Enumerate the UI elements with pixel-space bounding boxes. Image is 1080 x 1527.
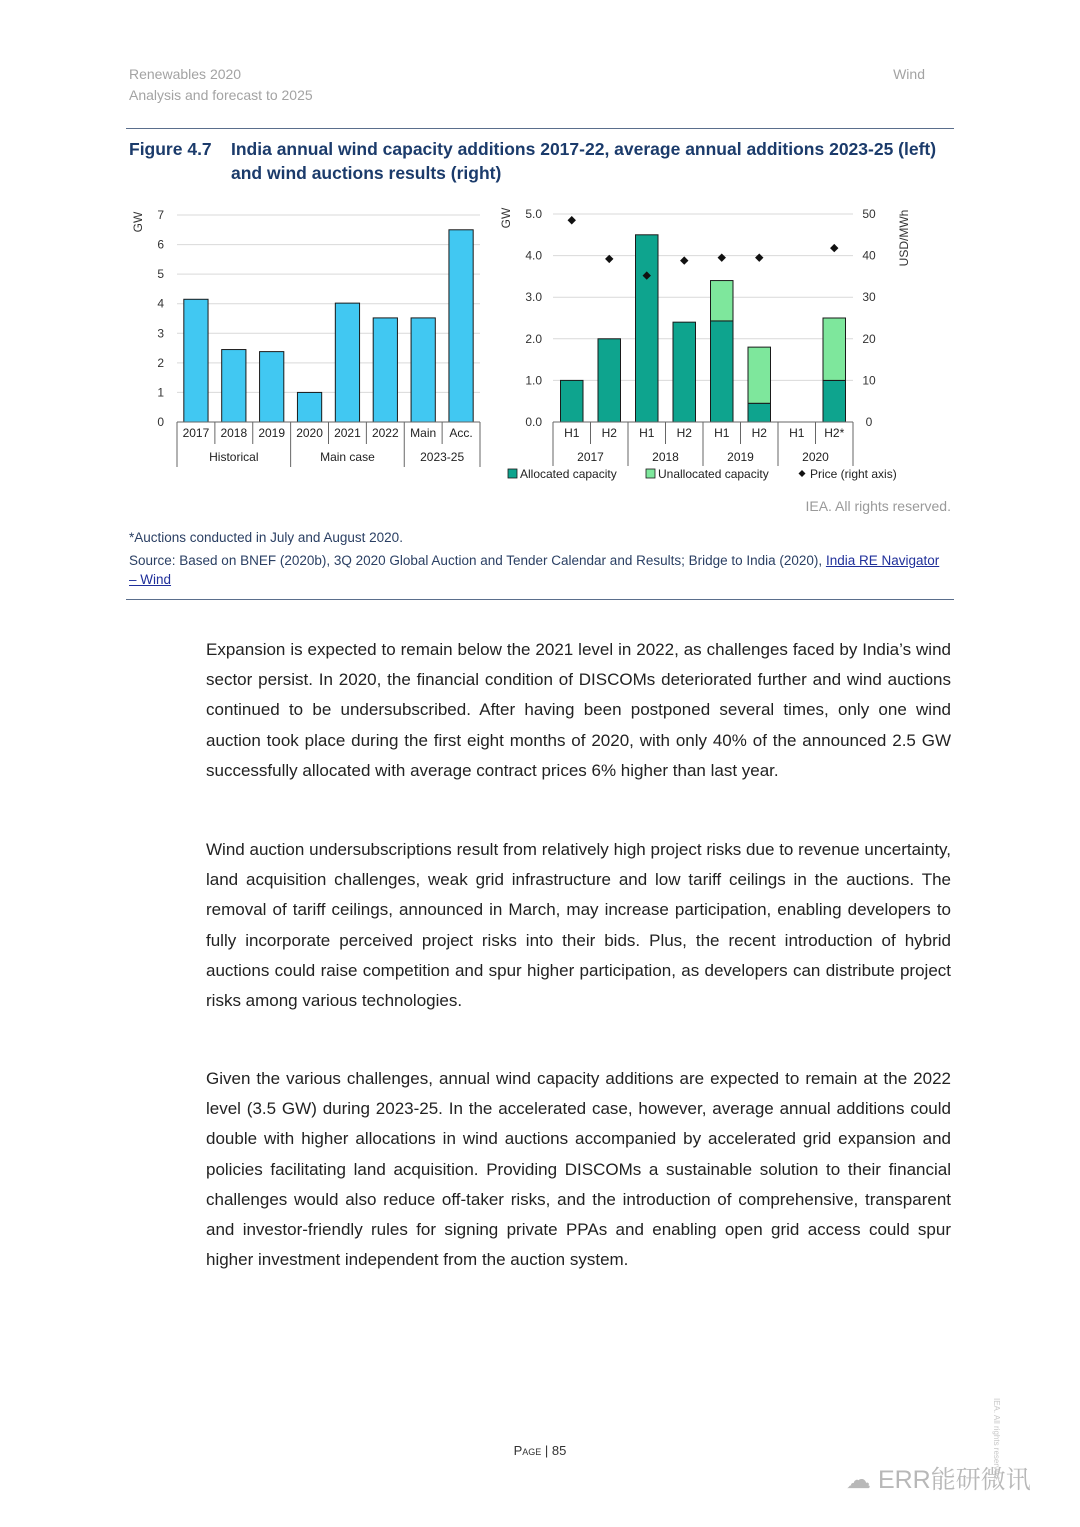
bar: [335, 303, 359, 422]
x-tick-label: H1: [789, 426, 805, 440]
y2-tick-label: 40: [862, 248, 876, 263]
watermark: [846, 1460, 1031, 1496]
y-tick-label: 1: [157, 385, 164, 400]
y-tick-label: 3: [157, 326, 164, 341]
x-tick-label: H2: [751, 426, 767, 440]
group-label: Main case: [320, 450, 375, 464]
y-axis-label: GW: [499, 207, 513, 229]
figure-source: [129, 551, 949, 589]
x-tick-label: H1: [639, 426, 655, 440]
allocated-bar: [561, 380, 584, 422]
price-marker: [830, 244, 838, 252]
y2-tick-label: 10: [862, 373, 876, 388]
y2-tick-label: 50: [862, 207, 876, 221]
wechat-icon: ☁: [846, 1466, 871, 1494]
bar: [411, 318, 435, 422]
price-marker: [718, 253, 726, 261]
running-header: [129, 64, 313, 106]
x-tick-label: H2: [676, 426, 692, 440]
left-bar-chart: [120, 198, 495, 473]
allocated-bar: [598, 339, 621, 422]
legend-swatch-price: [799, 470, 806, 477]
bar: [260, 352, 284, 422]
right-stacked-chart: [490, 198, 930, 493]
y-tick-label: 0: [157, 415, 164, 429]
y-tick-label: 2.0: [525, 331, 542, 346]
doc-subtitle: Analysis and forecast to 2025: [129, 87, 313, 103]
y-tick-label: 7: [157, 208, 164, 222]
bar: [184, 299, 208, 422]
y2-tick-label: 0: [865, 415, 873, 429]
body-paragraph-3: Given the various challenges, annual wind capacity additions are expected to remain at the 2022 level (3.5 GW) during 2023-25. In the accelerated case, however, average annual additions could double with higher allocations in wind auctions accompanied by accelerated grid expansion and policies facilitating land acquisition. Providing DISCOMs a sustainable solution to their financial challenges would also reduce off-taker risks, and the introduction of comprehensive, transparent and investor-friendly rules for signing private PPAs and enabling open grid access could spur higher investment independent from the auction system.: [206, 1069, 951, 1270]
figure-note: *Auctions conducted in July and August 2020.: [129, 530, 403, 545]
bar: [297, 392, 321, 422]
page-separator: |: [544, 1443, 552, 1458]
x-tick-label: 2017: [182, 426, 210, 440]
y-tick-label: 6: [157, 237, 164, 252]
allocated-bar: [748, 403, 771, 422]
x-tick-label: Acc.: [449, 426, 473, 440]
x-tick-label: 2018: [220, 426, 248, 440]
group-label: 2017: [577, 450, 604, 464]
watermark-text: ERR能研微讯: [877, 1466, 1031, 1494]
legend-label-unallocated: Unallocated capacity: [658, 467, 769, 481]
x-tick-label: H1: [564, 426, 580, 440]
body-paragraph-2: Wind auction undersubscriptions result from relatively high project risks due to revenue uncertainty, land acquisition challenges, weak grid infrastructure and low tariff ceilings in the auctions. The removal of tariff ceilings, announced in March, may increase participation, enabling developers to fully incorporate perceived project risks into their bids. Plus, the recent introduction of hybrid auctions could raise competition and spur higher participation, as developers can distribute project risks among various technologies.: [206, 840, 951, 1011]
x-tick-label: Main: [410, 426, 437, 440]
y2-tick-label: 30: [862, 290, 876, 305]
legend-label-price: Price (right axis): [810, 467, 897, 481]
legend-swatch-allocated: [508, 469, 517, 478]
y2-axis-label: USD/MWh: [897, 209, 911, 267]
x-tick-label: 2021: [334, 426, 361, 440]
unallocated-bar: [748, 347, 771, 403]
group-label: 2020: [802, 450, 829, 464]
page-number: 85: [551, 1443, 567, 1458]
price-marker: [680, 256, 688, 264]
bar: [373, 318, 397, 422]
unallocated-bar: [823, 318, 846, 380]
doc-title: Renewables 2020: [129, 66, 242, 82]
legend-swatch-unallocated: [646, 469, 655, 478]
x-tick-label: H2: [601, 426, 617, 440]
legend-label-allocated: Allocated capacity: [520, 467, 617, 481]
y-tick-label: 3.0: [525, 290, 542, 305]
group-label: 2023-25: [420, 450, 465, 464]
unallocated-bar: [711, 281, 734, 321]
figure-number: Figure 4.7: [129, 139, 212, 159]
figure-rights: IEA. All rights reserved.: [805, 498, 951, 514]
y-tick-label: 2: [157, 355, 164, 370]
allocated-bar: [823, 380, 846, 422]
figure-bottom-rule: [126, 599, 954, 600]
x-tick-label: 2022: [371, 426, 399, 440]
x-tick-label: H2*: [824, 426, 845, 440]
y-axis-label: GW: [131, 211, 145, 233]
bar: [449, 230, 473, 422]
x-tick-label: 2019: [258, 426, 286, 440]
source-text: Source: Based on BNEF (2020b), 3Q 2020 Global Auction and Tender Calendar and Results; Bridge to India (2020),: [129, 553, 826, 568]
y-tick-label: 4: [157, 296, 164, 311]
source-link[interactable]: India RE Navigator – Wind: [129, 553, 940, 587]
x-tick-label: H1: [714, 426, 730, 440]
y2-tick-label: 20: [862, 331, 876, 346]
allocated-bar: [711, 321, 734, 422]
y-tick-label: 5.0: [525, 207, 542, 221]
y-tick-label: 5: [157, 267, 164, 282]
group-label: 2018: [652, 450, 679, 464]
price-marker: [568, 216, 576, 224]
body-paragraph-1: Expansion is expected to remain below the 2021 level in 2022, as challenges faced by India’s wind sector persist. In 2020, the financial condition of DISCOMs deteriorated further and wind auctions continued to be undersubscribed. After having been postponed several times, only one wind auction took place during the first eight months of 2020, with only 40% of the announced 2.5 GW successfully allocated with average contract prices 6% higher than last year.: [206, 640, 951, 780]
page-label: Page: [513, 1443, 542, 1458]
figure-caption: India annual wind capacity additions 2017-22, average annual additions 2023-25 (left) and wind auctions results (right): [231, 139, 937, 183]
y-tick-label: 4.0: [525, 248, 542, 263]
price-marker: [755, 253, 763, 261]
page-footer: [0, 1443, 1080, 1458]
x-tick-label: 2020: [296, 426, 323, 440]
allocated-bar: [636, 235, 659, 422]
y-tick-label: 0.0: [525, 415, 542, 429]
section-name: Wind: [893, 66, 925, 82]
vertical-watermark: IEA. All rights reserved.: [992, 1398, 1001, 1482]
bar: [222, 350, 246, 422]
group-label: Historical: [209, 450, 259, 464]
allocated-bar: [673, 322, 696, 422]
figure-top-rule: [126, 128, 954, 129]
y-tick-label: 1.0: [525, 373, 542, 388]
group-label: 2019: [727, 450, 754, 464]
